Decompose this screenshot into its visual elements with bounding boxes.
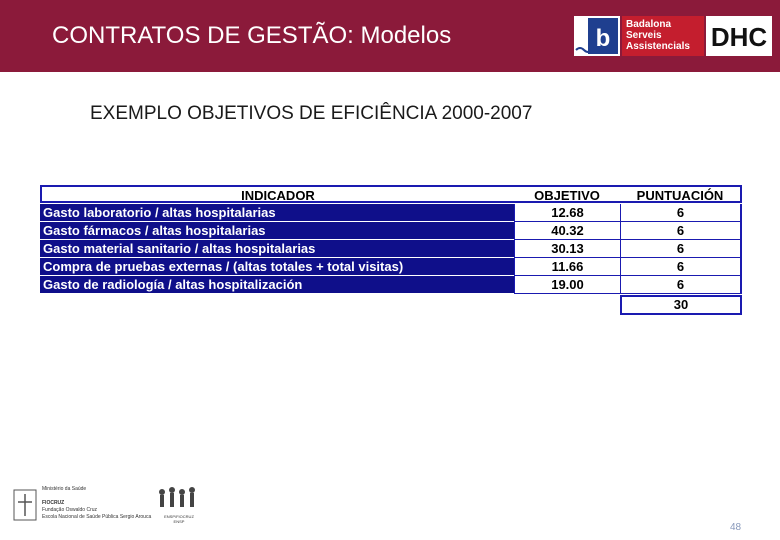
dhc-logo (706, 16, 772, 56)
table-row (40, 240, 742, 258)
ensp-label-2: ENSP (173, 519, 185, 524)
bsa-line-2: Serveis (626, 30, 662, 41)
header-indicador: INDICADOR (40, 185, 514, 203)
table-row (40, 258, 742, 276)
bsa-line-3: Assistencials (626, 41, 690, 52)
indicator-cell: Gasto material sanitario / altas hospitalarias (40, 240, 514, 258)
fiocruz-fullname: Fundação Oswaldo Cruz (42, 507, 98, 513)
objective-cell: 19.00 (514, 276, 620, 294)
ministerio-emblem-icon (12, 488, 38, 522)
ensp-label-1: ENSP/FIOCRUZ (164, 514, 194, 519)
objective-cell: 30.13 (514, 240, 620, 258)
score-cell: 6 (620, 240, 742, 258)
page-number: 48 (730, 522, 742, 533)
indicator-cell: Compra de pruebas externas / (altas totales + total visitas) (40, 258, 514, 276)
bsa-line-1: Badalona (626, 19, 672, 30)
people-group-icon (152, 486, 206, 514)
fiocruz-label: FIOCRUZ (42, 500, 65, 506)
indicator-cell: Gasto fármacos / altas hospitalarias (40, 222, 514, 240)
table-header-row (40, 185, 742, 203)
indicator-cell: Gasto laboratorio / altas hospitalarias (40, 204, 514, 222)
header-objetivo: OBJETIVO (514, 185, 620, 203)
score-cell: 6 (620, 276, 742, 294)
dhc-text: DHC (710, 22, 768, 52)
badalona-b-logo (574, 16, 620, 56)
objective-cell: 12.68 (514, 204, 620, 222)
b-letter: b (595, 25, 611, 52)
score-cell: 6 (620, 204, 742, 222)
objective-cell: 11.66 (514, 258, 620, 276)
indicator-cell: Gasto de radiología / altas hospitalización (40, 276, 514, 294)
total-score: 30 (620, 295, 742, 315)
table-row (40, 222, 742, 240)
header-puntuacion: PUNTUACIÓN (620, 185, 742, 203)
header-bar (0, 0, 780, 72)
bsa-logo (622, 16, 704, 56)
ensp-fullname: Escola Nacional de Saúde Pública Sergio Arouca (42, 514, 152, 520)
slide-subtitle: EXEMPLO OBJETIVOS DE EFICIÊNCIA 2000-2007 (90, 103, 533, 124)
score-cell: 6 (620, 222, 742, 240)
ministerio-label: Ministério da Saúde (42, 486, 87, 492)
table-row (40, 204, 742, 222)
ministerio-fiocruz-logo (12, 486, 152, 528)
ensp-logo (152, 486, 206, 528)
table-row (40, 276, 742, 294)
score-cell: 6 (620, 258, 742, 276)
page-title: CONTRATOS DE GESTÃO: Modelos (52, 22, 452, 49)
objective-cell: 40.32 (514, 222, 620, 240)
